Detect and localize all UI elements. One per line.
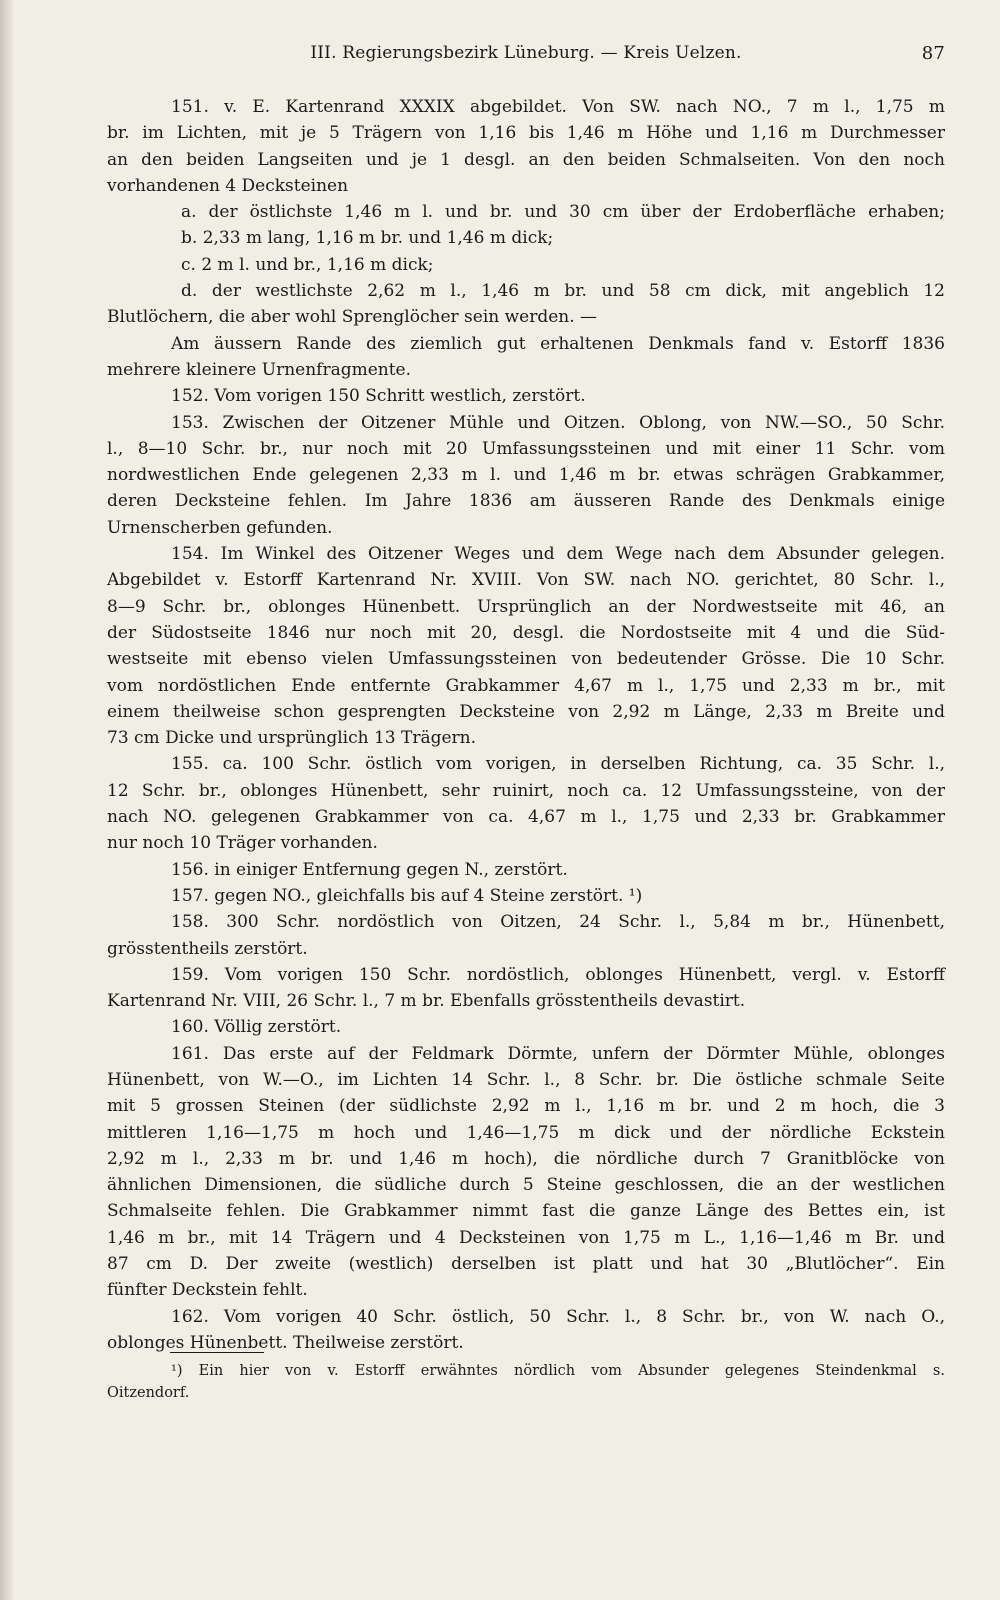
- text-line: Kartenrand Nr. VIII, 26 Schr. l., 7 m br. Ebenfalls grösstentheils devastirt.: [107, 991, 746, 1012]
- text-line: grösstentheils zerstört.: [107, 938, 308, 959]
- text-line: 155. ca. 100 Schr. östlich vom vorigen, in derselben Richtung, ca. 35 Schr. l.,: [171, 754, 945, 775]
- text-line: ähnlichen Dimensionen, die südliche durch 5 Steine geschlossen, die an der westlichen: [107, 1175, 945, 1196]
- text-line: oblonges Hünenbett. Theilweise zerstört.: [107, 1332, 464, 1353]
- text-line: 162. Vom vorigen 40 Schr. östlich, 50 Schr. l., 8 Schr. br., von W. nach O.,: [171, 1306, 945, 1327]
- text-line: 157. gegen NO., gleichfalls bis auf 4 Steine zerstört. ¹): [171, 885, 643, 906]
- page-number: 87: [921, 43, 945, 64]
- text-line: 161. Das erste auf der Feldmark Dörmte, unfern der Dörmter Mühle, oblonges: [171, 1043, 945, 1064]
- text-line: nordwestlichen Ende gelegenen 2,33 m l. und 1,46 m br. etwas schrägen Grabkammer,: [107, 465, 945, 486]
- text-line: l., 8—10 Schr. br., nur noch mit 20 Umfassungssteinen und mit einer 11 Schr. vom: [107, 438, 945, 459]
- text-line: d. der westlichste 2,62 m l., 1,46 m br. und 58 cm dick, mit angeblich 12: [181, 281, 945, 302]
- footnote-rule: [170, 1352, 264, 1353]
- text-line: br. im Lichten, mit je 5 Trägern von 1,16 bis 1,46 m Höhe und 1,16 m Durchmesser: [107, 123, 945, 144]
- text-line: Hünenbett, von W.—O., im Lichten 14 Schr. l., 8 Schr. br. Die östliche schmale Seite: [107, 1069, 945, 1090]
- page-gutter-shadow: [0, 0, 14, 1600]
- text-line: 12 Schr. br., oblonges Hünenbett, sehr ruinirt, noch ca. 12 Umfassungssteine, von der: [107, 780, 945, 801]
- text-line: b. 2,33 m lang, 1,16 m br. und 1,46 m dick;: [181, 228, 554, 249]
- text-line: Abgebildet v. Estorff Kartenrand Nr. XVIII. Von SW. nach NO. gerichtet, 80 Schr. l.,: [107, 570, 945, 591]
- body-text: [107, 94, 945, 1356]
- text-line: Schmalseite fehlen. Die Grabkammer nimmt fast die ganze Länge des Bettes ein, ist: [107, 1201, 945, 1222]
- text-line: 154. Im Winkel des Oitzener Weges und dem Wege nach dem Absunder gelegen.: [171, 544, 945, 565]
- text-line: 159. Vom vorigen 150 Schr. nordöstlich, oblonges Hünenbett, vergl. v. Estorff: [171, 964, 945, 985]
- text-line: 8—9 Schr. br., oblonges Hünenbett. Ursprünglich an der Nordwestseite mit 46, an: [107, 596, 945, 617]
- text-line: an den beiden Langseiten und je 1 desgl. an den beiden Schmalseiten. Von den noch: [107, 149, 945, 170]
- text-line: 160. Völlig zerstört.: [171, 1017, 342, 1038]
- text-line: 152. Vom vorigen 150 Schritt westlich, zerstört.: [171, 386, 586, 407]
- text-line: einem theilweise schon gesprengten Decksteine von 2,92 m Länge, 2,33 m Breite und: [107, 701, 945, 722]
- footnote-line: ¹) Ein hier von v. Estorff erwähntes nördlich vom Absunder gelegenes Steindenkmal s.: [171, 1363, 945, 1379]
- text-line: deren Decksteine fehlen. Im Jahre 1836 am äusseren Rande des Denkmals einige: [107, 491, 945, 512]
- text-line: Am äussern Rande des ziemlich gut erhaltenen Denkmals fand v. Estorff 1836: [171, 333, 945, 354]
- running-title: III. Regierungsbezirk Lüneburg. — Kreis Uelzen.: [310, 43, 742, 63]
- text-line: Urnenscherben gefunden.: [107, 517, 333, 538]
- text-line: nur noch 10 Träger vorhanden.: [107, 833, 378, 854]
- footnote: [107, 1360, 945, 1404]
- text-line: vorhandenen 4 Decksteinen: [107, 175, 349, 196]
- text-line: nach NO. gelegenen Grabkammer von ca. 4,67 m l., 1,75 und 2,33 br. Grabkammer: [107, 807, 945, 828]
- footnote-line: Oitzendorf.: [107, 1385, 190, 1401]
- text-line: mittleren 1,16—1,75 m hoch und 1,46—1,75 m dick und der nördliche Eckstein: [107, 1122, 945, 1143]
- text-line: 2,92 m l., 2,33 m br. und 1,46 m hoch), die nördliche durch 7 Granitblöcke von: [107, 1148, 945, 1169]
- text-line: 151. v. E. Kartenrand XXXIX abgebildet. Von SW. nach NO., 7 m l., 1,75 m: [171, 97, 945, 117]
- text-line: fünfter Deckstein fehlt.: [107, 1280, 308, 1301]
- text-line: 87 cm D. Der zweite (westlich) derselben ist platt und hat 30 „Blutlöcher“. Ein: [107, 1254, 945, 1275]
- text-line: vom nordöstlichen Ende entfernte Grabkammer 4,67 m l., 1,75 und 2,33 m br., mit: [107, 675, 945, 696]
- text-line: 1,46 m br., mit 14 Trägern und 4 Decksteinen von 1,75 m L., 1,16—1,46 m Br. und: [107, 1227, 945, 1248]
- text-line: 73 cm Dicke und ursprünglich 13 Trägern.: [107, 728, 477, 749]
- text-line: mit 5 grossen Steinen (der südlichste 2,92 m l., 1,16 m br. und 2 m hoch, die 3: [107, 1096, 945, 1117]
- text-line: mehrere kleinere Urnenfragmente.: [107, 359, 412, 380]
- text-line: westseite mit ebenso vielen Umfassungssteinen von bedeutender Grösse. Die 10 Schr.: [107, 649, 945, 670]
- text-line: a. der östlichste 1,46 m l. und br. und 30 cm über der Erdoberfläche erhaben;: [181, 202, 945, 223]
- text-line: 158. 300 Schr. nordöstlich von Oitzen, 24 Schr. l., 5,84 m br., Hünenbett,: [171, 912, 945, 933]
- text-line: 153. Zwischen der Oitzener Mühle und Oitzen. Oblong, von NW.—SO., 50 Schr.: [171, 412, 945, 433]
- text-line: der Südostseite 1846 nur noch mit 20, desgl. die Nordostseite mit 4 und die Süd-: [107, 622, 945, 643]
- text-line: Blutlöchern, die aber wohl Sprenglöcher sein werden. —: [107, 307, 598, 328]
- text-line: 156. in einiger Entfernung gegen N., zerstört.: [171, 859, 568, 880]
- running-header: [107, 40, 945, 68]
- text-line: c. 2 m l. und br., 1,16 m dick;: [181, 254, 434, 275]
